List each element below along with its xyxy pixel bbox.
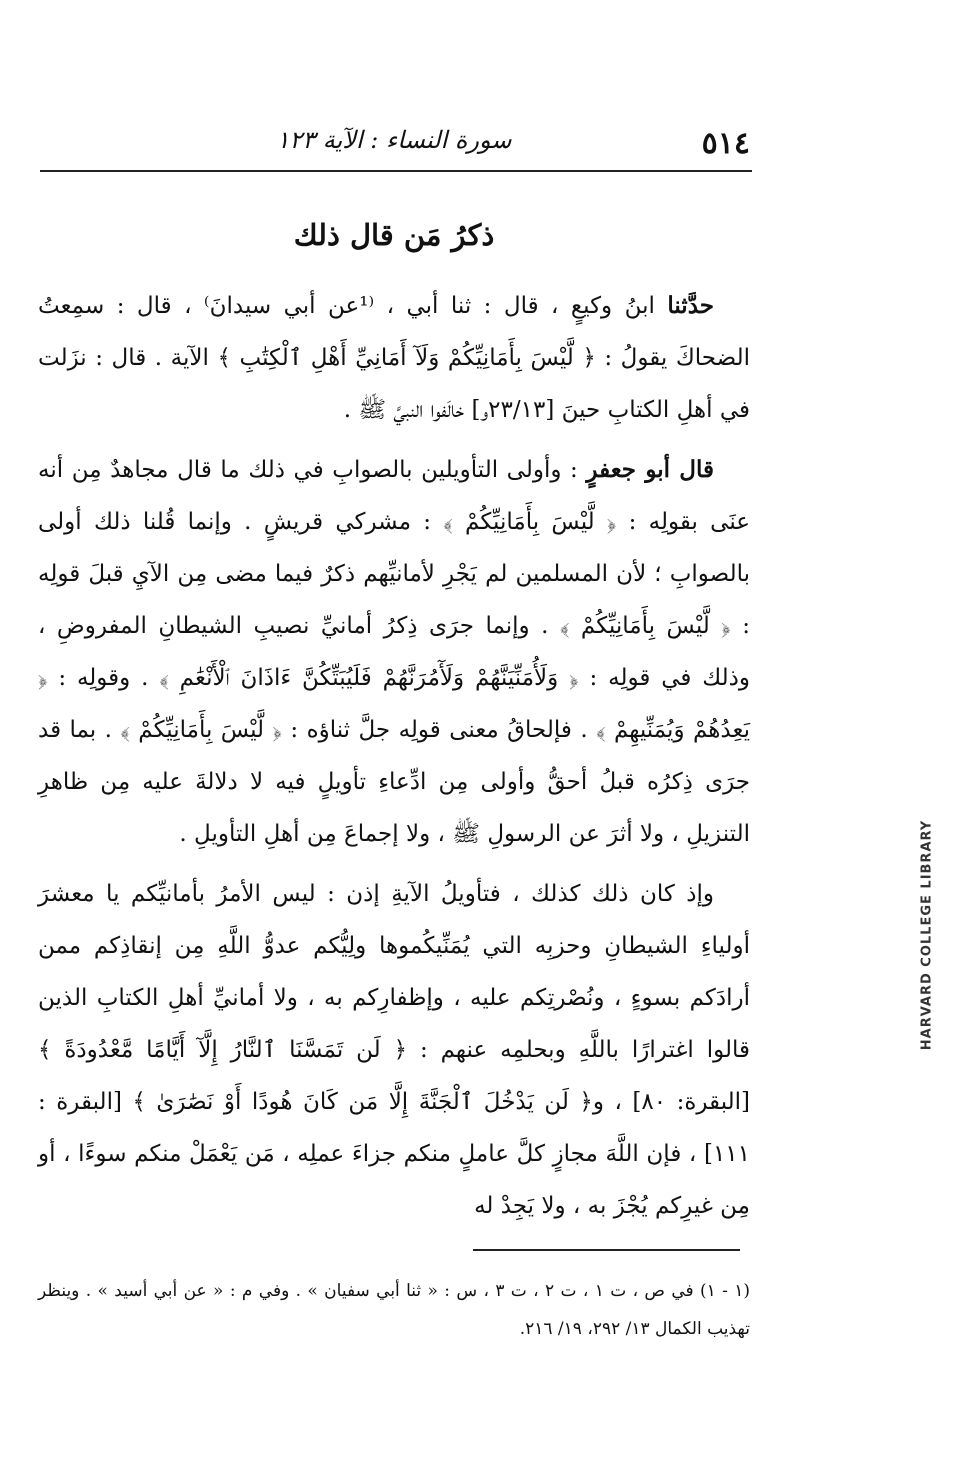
section-heading: ذكرُ مَن قال ذلك <box>293 218 495 252</box>
running-title: سورة النساء : الآية ١٢٣ <box>276 126 512 154</box>
footnote-rule <box>473 1249 740 1251</box>
header-rule <box>40 170 752 172</box>
paragraph-2 <box>38 444 750 860</box>
footnotes: (١ - ١) في ص ، ت ١ ، ت ٢ ، ت ٣ ، س : « ثنا أبي سفيان » . وفي م : « عن أبي أسيد » . وينظر تهذيب الكمال ١٣/ ٢٩٢، ١٩/ ٢١٦. <box>38 1281 750 1339</box>
page-header <box>38 118 750 164</box>
paragraph-3 <box>38 868 750 1232</box>
library-stamp <box>912 819 942 1051</box>
paragraph-text: : وأولى التأويلين بالصوابِ في ذلك ما قال مجاهدٌ مِن أنه عنَى بقولِه : ﴿ لَّيْسَ بِأَمَانِيِّكُمْ ﴾ : مشركي قريشٍ . وإنما قُلنا ذلك أولى بالصوابِ ؛ لأن المسلمين لم يَجْرِ لأمانيِّهم ذكرٌ فيما مضى مِن الآيِ قبلَ قولِه : ﴿ لَّيْسَ بِأَمَانِيِّكُمْ ﴾ . وإنما جرَى ذِكرُ أمانيِّ نصيبِ الشيطانِ المفروضِ ، وذلك في قولِه : ﴿ وَلَأُمَنِّيَنَّهُمْ وَلَأٓمُرَنَّهُمْ فَلَيُبَتِّكُنَّ ءَاذَانَ ٱلْأَنْعَٰمِ ﴾ . وقولِه : ﴿ يَعِدُهُمْ وَيُمَنِّيهِمْ ﴾ . فإلحاقُ معنى قولِه جلَّ ثناؤه : ﴿ لَّيْسَ بِأَمَانِيِّكُمْ ﴾ . بما قد جرَى ذِكرُه قبلُ أحقُّ وأولى مِن ادِّعاءِ تأويلٍ فيه لا دلالةَ عليه مِن ظاهرِ التنزيلِ ، ولا أثرَ عن الرسولِ ﷺ ، ولا إجماعَ مِن أهلِ التأويلِ . <box>38 457 750 847</box>
page-number: ٥١٤ <box>701 126 750 161</box>
paragraph-lead: حدَّثنا <box>667 292 714 319</box>
body-text <box>38 280 750 1240</box>
library-stamp-text: HARVARD COLLEGE LIBRARY <box>919 819 935 1051</box>
paragraph-1 <box>38 280 750 436</box>
paragraph-text: وإذ كان ذلك كذلك ، فتأويلُ الآيةِ إذن : ليس الأمرُ بأمانيِّكم يا معشرَ أولياءِ الشيطانِ وحزبِه التي يُمَنِّيكُموها ولِيُّكم عدوُّ اللَّهِ مِن إنقاذِكم ممن أرادَكم بسوءٍ ، ونُصْرتِكم عليه ، وإظفارِكم به ، ولا أمانيِّ أهلِ الكتابِ الذين قالوا اغترارًا باللَّهِ وبحلمِه عنهم : ﴿ لَن تَمَسَّنَا ٱلنَّارُ إِلَّآ أَيَّامًا مَّعْدُودَةً ﴾ [البقرة: ٨٠] ، و﴿ لَن يَدْخُلَ ٱلْجَنَّةَ إِلَّا مَن كَانَ هُودًا أَوْ نَصَٰرَىٰ ﴾ [البقرة : ١١١] ، فإن اللَّهَ مجازٍ كلَّ عاملٍ منكم جزاءَ عملِه ، مَن يَعْمَلْ منكم سوءًا ، أو مِن غيرِكم يُجْزَ به ، ولا يَجِدْ له <box>38 881 751 1219</box>
paragraph-text: ابنُ وكيعٍ ، قال : ثنا أبي ، ⁽¹عن أبي سيدانَ⁾ ، قال : سمِعتُ الضحاكَ يقولُ : ﴿ لَّيْسَ بِأَمَانِيِّكُمْ وَلَآ أَمَانِيِّ أَهْلِ ٱلْكِتَٰبِ ﴾ الآية . قال : نزَلت في أهلِ الكتابِ حينَ [٢٣/١٣و] خالَفوا النبيَّ ﷺ . <box>38 293 750 423</box>
paragraph-lead: قال أبو جعفرٍ <box>586 456 714 483</box>
